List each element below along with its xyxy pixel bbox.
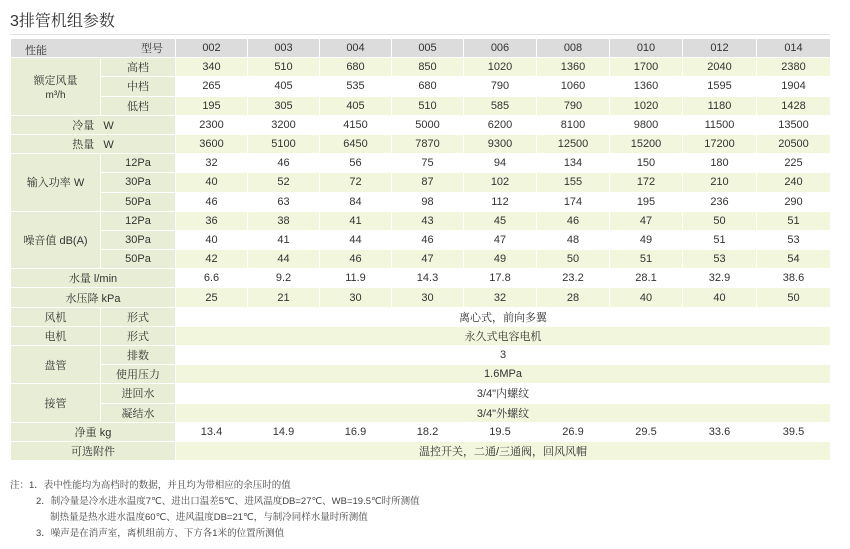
value-cell: 13500 xyxy=(757,115,831,134)
table-row xyxy=(11,250,831,269)
value-cell: 72 xyxy=(320,173,392,192)
value-cell: 84 xyxy=(320,192,392,211)
value-cell: 4150 xyxy=(320,115,392,134)
value-cell: 210 xyxy=(683,173,757,192)
value-cell: 14.3 xyxy=(392,269,464,288)
value-cell: 40 xyxy=(176,230,248,249)
value-cell: 87 xyxy=(392,173,464,192)
value-cell: 510 xyxy=(248,58,320,77)
value-cell: 23.2 xyxy=(537,269,610,288)
fan-label: 风机 xyxy=(11,307,101,326)
water-flow-label: 水量 l/min xyxy=(11,269,176,288)
value-cell: 290 xyxy=(757,192,831,211)
table-row xyxy=(11,134,831,153)
page-title: 3排管机组参数 xyxy=(10,13,115,30)
value-cell: 40 xyxy=(176,173,248,192)
value-cell: 32 xyxy=(176,154,248,173)
options-value: 温控开关，二通/三通阀，回风风帽 xyxy=(176,441,831,460)
value-cell: 8100 xyxy=(537,115,610,134)
value-cell: 40 xyxy=(610,288,683,307)
value-cell: 680 xyxy=(320,58,392,77)
value-cell: 7870 xyxy=(392,134,464,153)
value-cell: 112 xyxy=(464,192,537,211)
value-cell: 1180 xyxy=(683,96,757,115)
value-cell: 32.9 xyxy=(683,269,757,288)
value-cell: 510 xyxy=(392,96,464,115)
value-cell: 41 xyxy=(248,230,320,249)
noise-label: 噪音值 dB(A) xyxy=(11,211,101,269)
model-header: 005 xyxy=(392,39,464,58)
value-cell: 46 xyxy=(320,250,392,269)
table-row xyxy=(11,403,831,422)
value-cell: 46 xyxy=(392,230,464,249)
value-cell: 26.9 xyxy=(537,422,610,441)
table-row xyxy=(11,288,831,307)
options-label: 可选附件 xyxy=(11,441,176,460)
value-cell: 150 xyxy=(610,154,683,173)
rated-air-label xyxy=(11,58,101,116)
sub-label: 形式 xyxy=(101,307,176,326)
footnote-3: 3．噪声是在消声室，离机组前方、下方各1米的位置所测值 xyxy=(36,528,285,539)
value-cell: 236 xyxy=(683,192,757,211)
value-cell: 9300 xyxy=(464,134,537,153)
value-cell: 11500 xyxy=(683,115,757,134)
value-cell: 1360 xyxy=(610,77,683,96)
table-row xyxy=(11,230,831,249)
table-row xyxy=(11,346,831,365)
value-cell: 30 xyxy=(392,288,464,307)
footnote-2b: 制热量是热水进水温度60℃、进风温度DB=21℃，与制冷同样水量时所测值 xyxy=(50,512,368,523)
value-cell: 38.6 xyxy=(757,269,831,288)
model-header: 004 xyxy=(320,39,392,58)
table-row xyxy=(11,173,831,192)
heating-label: 热量 W xyxy=(11,134,176,153)
value-cell: 405 xyxy=(248,77,320,96)
value-cell: 53 xyxy=(683,250,757,269)
coil-label: 盘管 xyxy=(11,346,101,384)
footnotes xyxy=(10,478,420,542)
value-cell: 51 xyxy=(683,230,757,249)
value-cell: 54 xyxy=(757,250,831,269)
title-divider xyxy=(10,34,830,35)
value-cell: 13.4 xyxy=(176,422,248,441)
header-performance-label: 性能 xyxy=(25,45,47,57)
table-row xyxy=(11,326,831,345)
value-cell: 1020 xyxy=(610,96,683,115)
value-cell: 6200 xyxy=(464,115,537,134)
value-cell: 535 xyxy=(320,77,392,96)
value-cell: 46 xyxy=(248,154,320,173)
value-cell: 47 xyxy=(610,211,683,230)
value-cell: 52 xyxy=(248,173,320,192)
value-cell: 41 xyxy=(320,211,392,230)
value-cell: 33.6 xyxy=(683,422,757,441)
value-cell: 1904 xyxy=(757,77,831,96)
value-cell: 18.2 xyxy=(392,422,464,441)
sub-label: 50Pa xyxy=(101,192,176,211)
value-cell: 44 xyxy=(248,250,320,269)
value-cell: 21 xyxy=(248,288,320,307)
value-cell: 585 xyxy=(464,96,537,115)
sub-label: 排数 xyxy=(101,346,176,365)
header-row xyxy=(11,39,831,58)
value-cell: 3600 xyxy=(176,134,248,153)
value-cell: 19.5 xyxy=(464,422,537,441)
value-cell: 12500 xyxy=(537,134,610,153)
value-cell: 43 xyxy=(392,211,464,230)
value-cell: 50 xyxy=(537,250,610,269)
value-cell: 240 xyxy=(757,173,831,192)
value-cell: 25 xyxy=(176,288,248,307)
value-cell: 134 xyxy=(537,154,610,173)
value-cell: 850 xyxy=(392,58,464,77)
header-model-label: 型号 xyxy=(141,43,163,55)
value-cell: 195 xyxy=(610,192,683,211)
value-cell: 5100 xyxy=(248,134,320,153)
value-cell: 1020 xyxy=(464,58,537,77)
value-cell: 50 xyxy=(757,288,831,307)
header-corner-cell xyxy=(11,39,176,58)
value-cell: 38 xyxy=(248,211,320,230)
table-row xyxy=(11,307,831,326)
model-header: 014 xyxy=(757,39,831,58)
value-cell: 32 xyxy=(464,288,537,307)
value-cell: 39.5 xyxy=(757,422,831,441)
value-cell: 51 xyxy=(610,250,683,269)
rated-air-label-line2: m³/h xyxy=(45,89,66,101)
value-cell: 30 xyxy=(320,288,392,307)
cooling-label: 冷量 W xyxy=(11,115,176,134)
value-cell: 1360 xyxy=(537,58,610,77)
sub-label: 30Pa xyxy=(101,173,176,192)
value-cell: 40 xyxy=(683,288,757,307)
sub-label: 形式 xyxy=(101,326,176,345)
value-cell: 265 xyxy=(176,77,248,96)
value-cell: 6.6 xyxy=(176,269,248,288)
value-cell: 2040 xyxy=(683,58,757,77)
value-cell: 225 xyxy=(757,154,831,173)
value-cell: 1060 xyxy=(537,77,610,96)
value-cell: 5000 xyxy=(392,115,464,134)
table-row xyxy=(11,211,831,230)
motor-type-value: 永久式电容电机 xyxy=(176,326,831,345)
footnote-2: 2．制冷量是冷水进水温度7℃、进出口温差5℃、进风温度DB=27℃、WB=19.5℃时所测值 xyxy=(36,496,420,507)
sub-label: 30Pa xyxy=(101,230,176,249)
value-cell: 47 xyxy=(464,230,537,249)
sub-label: 50Pa xyxy=(101,250,176,269)
fan-type-value: 离心式，前向多翼 xyxy=(176,307,831,326)
table-row xyxy=(11,154,831,173)
table-row xyxy=(11,77,831,96)
pipe-label: 接管 xyxy=(11,384,101,422)
value-cell: 42 xyxy=(176,250,248,269)
value-cell: 50 xyxy=(683,211,757,230)
value-cell: 11.9 xyxy=(320,269,392,288)
spec-table xyxy=(10,38,831,461)
sub-label: 低档 xyxy=(101,96,176,115)
sub-label: 12Pa xyxy=(101,211,176,230)
value-cell: 17200 xyxy=(683,134,757,153)
value-cell: 56 xyxy=(320,154,392,173)
value-cell: 2380 xyxy=(757,58,831,77)
value-cell: 680 xyxy=(392,77,464,96)
value-cell: 1428 xyxy=(757,96,831,115)
value-cell: 63 xyxy=(248,192,320,211)
value-cell: 1700 xyxy=(610,58,683,77)
value-cell: 28.1 xyxy=(610,269,683,288)
value-cell: 790 xyxy=(537,96,610,115)
value-cell: 48 xyxy=(537,230,610,249)
value-cell: 20500 xyxy=(757,134,831,153)
value-cell: 9800 xyxy=(610,115,683,134)
value-cell: 94 xyxy=(464,154,537,173)
value-cell: 51 xyxy=(757,211,831,230)
value-cell: 46 xyxy=(176,192,248,211)
input-power-label: 输入功率 W xyxy=(11,154,101,212)
model-header: 008 xyxy=(537,39,610,58)
value-cell: 45 xyxy=(464,211,537,230)
table-row xyxy=(11,192,831,211)
model-header: 006 xyxy=(464,39,537,58)
value-cell: 172 xyxy=(610,173,683,192)
value-cell: 15200 xyxy=(610,134,683,153)
coil-rows-value: 3 xyxy=(176,346,831,365)
motor-label: 电机 xyxy=(11,326,101,345)
value-cell: 47 xyxy=(392,250,464,269)
net-weight-label: 净重 kg xyxy=(11,422,176,441)
value-cell: 98 xyxy=(392,192,464,211)
model-header: 010 xyxy=(610,39,683,58)
footnote-1: 注：1．表中性能均为高档时的数据，并且均为带相应的余压时的值 xyxy=(10,480,291,491)
value-cell: 195 xyxy=(176,96,248,115)
value-cell: 9.2 xyxy=(248,269,320,288)
sub-label: 12Pa xyxy=(101,154,176,173)
value-cell: 174 xyxy=(537,192,610,211)
value-cell: 49 xyxy=(610,230,683,249)
table-row xyxy=(11,115,831,134)
value-cell: 36 xyxy=(176,211,248,230)
value-cell: 53 xyxy=(757,230,831,249)
value-cell: 75 xyxy=(392,154,464,173)
value-cell: 3200 xyxy=(248,115,320,134)
value-cell: 102 xyxy=(464,173,537,192)
value-cell: 49 xyxy=(464,250,537,269)
table-row xyxy=(11,422,831,441)
sub-label: 凝结水 xyxy=(101,403,176,422)
value-cell: 46 xyxy=(537,211,610,230)
value-cell: 155 xyxy=(537,173,610,192)
water-pressure-drop-label: 水压降 kPa xyxy=(11,288,176,307)
value-cell: 305 xyxy=(248,96,320,115)
value-cell: 14.9 xyxy=(248,422,320,441)
pipe-supply-return-value: 3/4"内螺纹 xyxy=(176,384,831,403)
value-cell: 6450 xyxy=(320,134,392,153)
value-cell: 28 xyxy=(537,288,610,307)
value-cell: 16.9 xyxy=(320,422,392,441)
model-header: 012 xyxy=(683,39,757,58)
model-header: 003 xyxy=(248,39,320,58)
sub-label: 使用压力 xyxy=(101,365,176,384)
table-row xyxy=(11,269,831,288)
table-row xyxy=(11,441,831,460)
model-header: 002 xyxy=(176,39,248,58)
value-cell: 1595 xyxy=(683,77,757,96)
sub-label: 中档 xyxy=(101,77,176,96)
value-cell: 29.5 xyxy=(610,422,683,441)
sub-label: 高档 xyxy=(101,58,176,77)
value-cell: 17.8 xyxy=(464,269,537,288)
value-cell: 44 xyxy=(320,230,392,249)
table-row xyxy=(11,96,831,115)
sub-label: 进回水 xyxy=(101,384,176,403)
pipe-condensate-value: 3/4"外螺纹 xyxy=(176,403,831,422)
value-cell: 2300 xyxy=(176,115,248,134)
table-row xyxy=(11,58,831,77)
rated-air-label-line1: 额定风量 xyxy=(33,74,78,87)
table-row xyxy=(11,365,831,384)
value-cell: 790 xyxy=(464,77,537,96)
value-cell: 340 xyxy=(176,58,248,77)
table-row xyxy=(11,384,831,403)
coil-pressure-value: 1.6MPa xyxy=(176,365,831,384)
value-cell: 180 xyxy=(683,154,757,173)
value-cell: 405 xyxy=(320,96,392,115)
